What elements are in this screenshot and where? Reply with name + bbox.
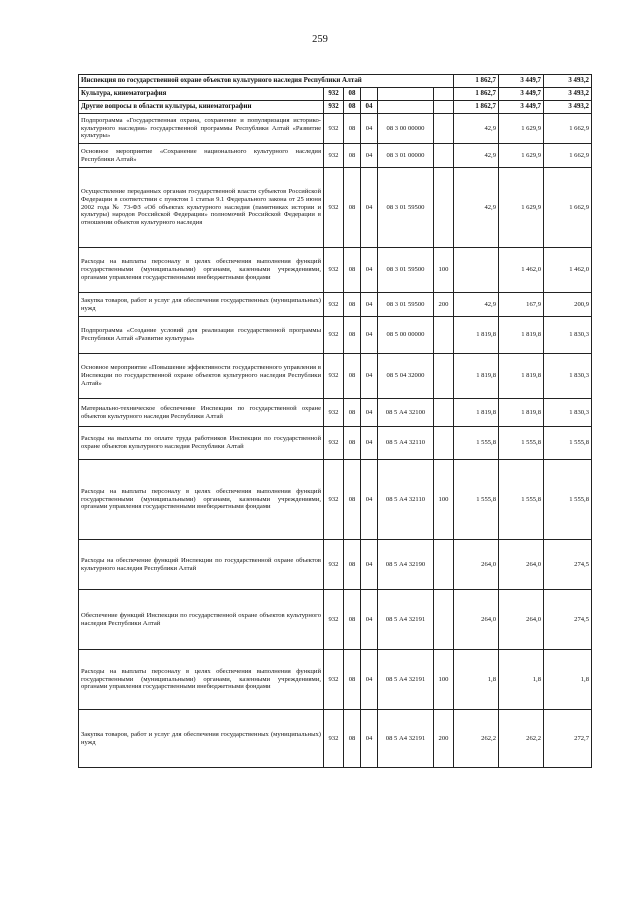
expense-type	[434, 101, 454, 114]
row-name: Подпрограмма «Создание условий для реализации государственной программы Республики Алтай «Развитие культуры»	[79, 317, 324, 354]
amount-year-3: 1 662,9	[544, 114, 592, 144]
amount-year-3: 1 830,3	[544, 399, 592, 427]
subsection-code: 04	[361, 460, 378, 540]
amount-year-2: 1 555,8	[499, 427, 544, 460]
row-name: Расходы на выплаты персоналу в целях обеспечения выполнения функций государственными (муниципальными) органами, казенными учреждениями, органами управления государственными внебюджетными фондами	[79, 650, 324, 710]
target-article: 08 3 01 59500	[378, 293, 434, 317]
ministry-code: 932	[324, 354, 344, 399]
section-code: 08	[344, 293, 361, 317]
subsection-code	[361, 88, 378, 101]
ministry-code: 932	[324, 650, 344, 710]
amount-year-1: 42,9	[454, 293, 499, 317]
amount-year-3: 1 830,3	[544, 354, 592, 399]
amount-year-3: 1 462,0	[544, 248, 592, 293]
ministry-code: 932	[324, 710, 344, 768]
expense-type	[434, 144, 454, 168]
target-article: 08 5 А4 32191	[378, 710, 434, 768]
ministry-code: 932	[324, 427, 344, 460]
amount-year-2: 264,0	[499, 590, 544, 650]
subsection-code: 04	[361, 293, 378, 317]
amount-year-2: 1,8	[499, 650, 544, 710]
amount-year-3: 1 555,8	[544, 460, 592, 540]
page-number: 259	[312, 34, 328, 45]
amount-year-2: 1 819,8	[499, 354, 544, 399]
target-article: 08 5 А4 32100	[378, 399, 434, 427]
expense-type: 100	[434, 650, 454, 710]
table-row	[79, 590, 592, 650]
expense-type: 200	[434, 293, 454, 317]
amount-year-2: 1 819,8	[499, 399, 544, 427]
section-code: 08	[344, 427, 361, 460]
section-code: 08	[344, 317, 361, 354]
section-code: 08	[344, 248, 361, 293]
section-code: 08	[344, 460, 361, 540]
subsection-code: 04	[361, 399, 378, 427]
table-row	[79, 399, 592, 427]
amount-year-2: 167,9	[499, 293, 544, 317]
ministry-code: 932	[324, 399, 344, 427]
subsection-code: 04	[361, 427, 378, 460]
amount-year-1: 1 819,8	[454, 317, 499, 354]
section-code: 08	[344, 650, 361, 710]
subsection-code: 04	[361, 317, 378, 354]
expense-type	[434, 114, 454, 144]
expense-type	[434, 317, 454, 354]
target-article: 08 3 01 00000	[378, 144, 434, 168]
target-article	[378, 101, 434, 114]
row-name: Материально-техническое обеспечение Инспекции по государственной охране объектов культурного наследия Республики Алтай	[79, 399, 324, 427]
budget-table	[78, 74, 592, 768]
subsection-code: 04	[361, 168, 378, 248]
amount-year-1: 1 819,8	[454, 399, 499, 427]
ministry-code: 932	[324, 101, 344, 114]
row-name: Закупка товаров, работ и услуг для обеспечения государственных (муниципальных) нужд	[79, 710, 324, 768]
section-code: 08	[344, 144, 361, 168]
subsection-code: 04	[361, 101, 378, 114]
target-article	[378, 88, 434, 101]
target-article: 08 5 А4 32110	[378, 427, 434, 460]
subsection-code: 04	[361, 710, 378, 768]
amount-year-1: 1 862,7	[454, 88, 499, 101]
amount-year-2: 1 555,8	[499, 460, 544, 540]
section-code: 08	[344, 354, 361, 399]
amount-year-3: 1 662,9	[544, 168, 592, 248]
table-row	[79, 75, 592, 88]
section-code: 08	[344, 590, 361, 650]
target-article: 08 3 01 59500	[378, 248, 434, 293]
expense-type	[434, 590, 454, 650]
row-name: Основное мероприятие «Сохранение национального культурного наследия Республики Алтай»	[79, 144, 324, 168]
table-row	[79, 427, 592, 460]
expense-type	[434, 354, 454, 399]
subsection-code: 04	[361, 114, 378, 144]
section-code: 08	[344, 399, 361, 427]
expense-type	[434, 88, 454, 101]
amount-year-1: 1 555,8	[454, 427, 499, 460]
row-name: Осуществление переданных органам государственной власти субъектов Российской Федерации в соответствии с пунктом 1 статьи 9.1 Федерального закона от 25 июня 2002 года № 73-ФЗ «Об объектах культурного наследия (памятниках истории и культуры) народов Российской Федерации» полномочий Российской Федерации в отношении объектов культурного наследия	[79, 168, 324, 248]
expense-type: 100	[434, 460, 454, 540]
amount-year-3: 3 493,2	[544, 101, 592, 114]
amount-year-2: 1 629,9	[499, 144, 544, 168]
row-name: Инспекция по государственной охране объектов культурного наследия Республики Алтай	[79, 75, 454, 88]
amount-year-2: 262,2	[499, 710, 544, 768]
section-code: 08	[344, 88, 361, 101]
table-row	[79, 144, 592, 168]
expense-type	[434, 540, 454, 590]
ministry-code: 932	[324, 460, 344, 540]
target-article: 08 5 А4 32191	[378, 650, 434, 710]
table-row	[79, 460, 592, 540]
row-name: Закупка товаров, работ и услуг для обеспечения государственных (муниципальных) нужд	[79, 293, 324, 317]
subsection-code: 04	[361, 540, 378, 590]
expense-type	[434, 427, 454, 460]
amount-year-1: 1 555,8	[454, 460, 499, 540]
amount-year-3: 272,7	[544, 710, 592, 768]
amount-year-1: 1 862,7	[454, 75, 499, 88]
subsection-code: 04	[361, 144, 378, 168]
subsection-code: 04	[361, 248, 378, 293]
amount-year-3: 1,8	[544, 650, 592, 710]
table-row	[79, 114, 592, 144]
amount-year-3: 1 555,8	[544, 427, 592, 460]
amount-year-3: 3 493,2	[544, 75, 592, 88]
table-row	[79, 101, 592, 114]
table-row	[79, 248, 592, 293]
amount-year-2: 1 462,0	[499, 248, 544, 293]
row-name: Подпрограмма «Государственная охрана, сохранение и популяризация историко-культурного наследия» государственной программы Республики Алтай «Развитие культуры»	[79, 114, 324, 144]
amount-year-1: 42,9	[454, 144, 499, 168]
ministry-code: 932	[324, 168, 344, 248]
row-name: Другие вопросы в области культуры, кинематографии	[79, 101, 324, 114]
amount-year-2: 1 819,8	[499, 317, 544, 354]
target-article: 08 5 А4 32110	[378, 460, 434, 540]
amount-year-3: 3 493,2	[544, 88, 592, 101]
row-name: Основное мероприятие «Повышение эффективности государственного управления в Инспекции по государственной охране объектов культурного наследия Республики Алтай»	[79, 354, 324, 399]
amount-year-2: 3 449,7	[499, 75, 544, 88]
amount-year-3: 1 662,9	[544, 144, 592, 168]
amount-year-3: 1 830,3	[544, 317, 592, 354]
section-code: 08	[344, 168, 361, 248]
target-article: 08 3 00 00000	[378, 114, 434, 144]
amount-year-1: 42,9	[454, 114, 499, 144]
expense-type: 100	[434, 248, 454, 293]
amount-year-1	[454, 248, 499, 293]
amount-year-1: 42,9	[454, 168, 499, 248]
section-code: 08	[344, 114, 361, 144]
expense-type: 200	[434, 710, 454, 768]
amount-year-3: 274,5	[544, 540, 592, 590]
row-name: Обеспечение функций Инспекции по государственной охране объектов культурного наследия Республики Алтай	[79, 590, 324, 650]
row-name: Культура, кинематография	[79, 88, 324, 101]
table-row	[79, 88, 592, 101]
table-row	[79, 293, 592, 317]
table-row	[79, 168, 592, 248]
ministry-code: 932	[324, 248, 344, 293]
ministry-code: 932	[324, 144, 344, 168]
amount-year-1: 264,0	[454, 540, 499, 590]
ministry-code: 932	[324, 114, 344, 144]
table-row	[79, 354, 592, 399]
table-row	[79, 710, 592, 768]
ministry-code: 932	[324, 540, 344, 590]
expense-type	[434, 399, 454, 427]
amount-year-3: 274,5	[544, 590, 592, 650]
amount-year-1: 1 862,7	[454, 101, 499, 114]
amount-year-2: 1 629,9	[499, 168, 544, 248]
subsection-code: 04	[361, 650, 378, 710]
amount-year-1: 1 819,8	[454, 354, 499, 399]
amount-year-2: 3 449,7	[499, 88, 544, 101]
target-article: 08 5 А4 32191	[378, 590, 434, 650]
row-name: Расходы на обеспечение функций Инспекции по государственной охране объектов культурного наследия Республики Алтай	[79, 540, 324, 590]
amount-year-2: 1 629,9	[499, 114, 544, 144]
amount-year-1: 1,8	[454, 650, 499, 710]
ministry-code: 932	[324, 293, 344, 317]
subsection-code: 04	[361, 590, 378, 650]
table-row	[79, 540, 592, 590]
row-name: Расходы на выплаты по оплате труда работников Инспекции по государственной охране объектов культурного наследия Республики Алтай	[79, 427, 324, 460]
target-article: 08 5 А4 32190	[378, 540, 434, 590]
table-row	[79, 650, 592, 710]
amount-year-3: 200,9	[544, 293, 592, 317]
section-code: 08	[344, 540, 361, 590]
ministry-code: 932	[324, 590, 344, 650]
ministry-code: 932	[324, 88, 344, 101]
row-name: Расходы на выплаты персоналу в целях обеспечения выполнения функций государственными (муниципальными) органами, казенными учреждениями, органами управления государственными внебюджетными фондами	[79, 248, 324, 293]
target-article: 08 5 04 32000	[378, 354, 434, 399]
ministry-code: 932	[324, 317, 344, 354]
target-article: 08 3 01 59500	[378, 168, 434, 248]
amount-year-2: 3 449,7	[499, 101, 544, 114]
table-row	[79, 317, 592, 354]
section-code: 08	[344, 710, 361, 768]
amount-year-1: 264,0	[454, 590, 499, 650]
target-article: 08 5 00 00000	[378, 317, 434, 354]
amount-year-2: 264,0	[499, 540, 544, 590]
amount-year-1: 262,2	[454, 710, 499, 768]
expense-type	[434, 168, 454, 248]
subsection-code: 04	[361, 354, 378, 399]
row-name: Расходы на выплаты персоналу в целях обеспечения выполнения функций государственными (муниципальными) органами, казенными учреждениями, органами управления государственными внебюджетными фондами	[79, 460, 324, 540]
section-code: 08	[344, 101, 361, 114]
